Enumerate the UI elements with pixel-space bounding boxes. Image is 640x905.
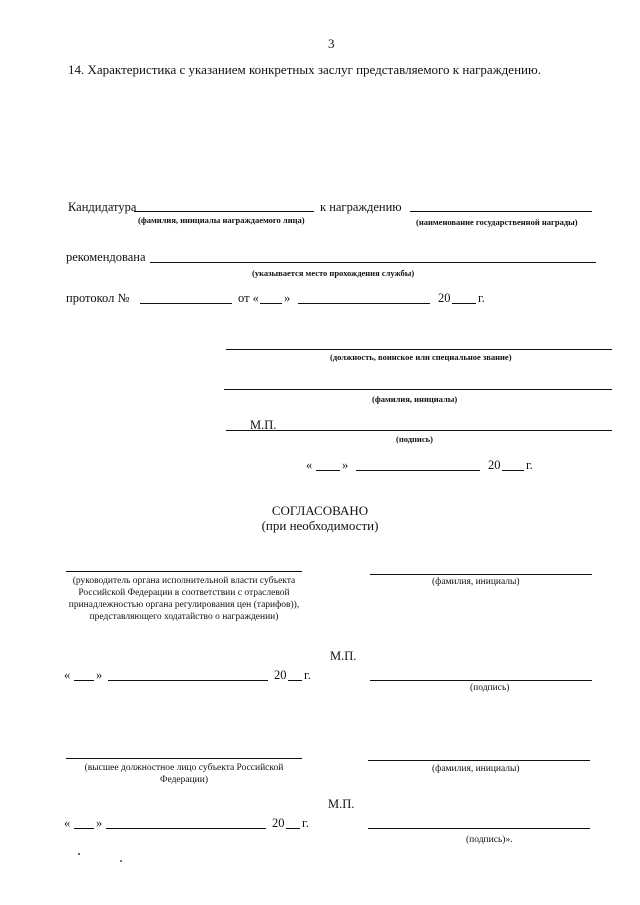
page-number: 3 [328, 36, 335, 51]
recommended-label: рекомендована [66, 250, 146, 264]
signatory-date-close: » [342, 458, 349, 472]
service-place-caption: (указывается место прохождения службы) [252, 268, 415, 278]
signatory-fio-caption: (фамилия, инициалы) [372, 394, 458, 404]
block1-head-line[interactable] [66, 571, 302, 572]
scan-speck [78, 853, 80, 855]
block1-signature-line[interactable] [370, 680, 592, 681]
signatory-signature-caption: (подпись) [396, 434, 433, 444]
block1-month-line[interactable] [108, 680, 268, 681]
block2-date-open: « [64, 816, 71, 830]
block1-year-line[interactable] [288, 680, 302, 681]
block2-head-line[interactable] [66, 758, 302, 759]
block1-signature-caption: (подпись) [470, 683, 510, 693]
signatory-year-line[interactable] [502, 470, 524, 471]
candidate-fio-line[interactable] [134, 211, 314, 212]
award-name-caption: (наименование государственной награды) [416, 217, 578, 227]
block2-fio-caption: (фамилия, инициалы) [432, 764, 520, 774]
block2-year-line[interactable] [286, 828, 300, 829]
signatory-date-open: « [306, 458, 313, 472]
agreed-subtitle: (при необходимости) [261, 518, 379, 533]
protocol-quote-close: » [284, 291, 291, 305]
block1-year-prefix: 20 [274, 668, 287, 682]
to-award-label: к награждению [320, 200, 402, 214]
block2-day-line[interactable] [74, 828, 94, 829]
block1-date-open: « [64, 668, 71, 682]
block2-head-caption: (высшее должностное лицо субъекта Российской Федерации) [84, 763, 284, 785]
service-place-line[interactable] [150, 262, 596, 263]
block1-head-caption: (руководитель органа исполнительной власти субъекта Российской Федерации в соответствии с отраслевой принадлежностью органа регулирования цен (тарифов)), представляющего ходатайство о награждении) [68, 576, 300, 622]
protocol-from-label: от « [238, 291, 259, 305]
signatory-year-suffix: г. [526, 458, 533, 472]
protocol-day-line[interactable] [260, 303, 282, 304]
position-line[interactable] [226, 349, 612, 350]
protocol-year-prefix: 20 [438, 291, 451, 305]
block2-month-line[interactable] [106, 828, 266, 829]
signatory-day-line[interactable] [316, 470, 340, 471]
signatory-signature-line[interactable] [226, 430, 612, 431]
candidate-fio-caption: (фамилия, инициалы награждаемого лица) [138, 215, 305, 225]
agreed-title: СОГЛАСОВАНО [271, 503, 369, 518]
block2-signature-line[interactable] [368, 828, 590, 829]
signatory-year-prefix: 20 [488, 458, 501, 472]
scan-speck [120, 860, 122, 862]
block2-year-prefix: 20 [272, 816, 285, 830]
block2-year-suffix: г. [302, 816, 309, 830]
protocol-year-line[interactable] [452, 303, 476, 304]
candidacy-label: Кандидатура [68, 200, 137, 214]
block1-fio-line[interactable] [370, 574, 592, 575]
block1-stamp-label: М.П. [330, 649, 357, 663]
signatory-month-line[interactable] [356, 470, 480, 471]
protocol-month-line[interactable] [298, 303, 430, 304]
position-caption: (должность, воинское или специальное звание) [330, 352, 512, 362]
stamp-label: М.П. [250, 418, 277, 432]
protocol-year-suffix: г. [478, 291, 485, 305]
block2-date-close: » [96, 816, 103, 830]
block2-stamp-label: М.П. [328, 797, 355, 811]
protocol-label: протокол № [66, 291, 130, 305]
section-heading: 14. Характеристика с указанием конкретных заслуг представляемого к награждению. [68, 62, 541, 77]
block2-fio-line[interactable] [368, 760, 590, 761]
signatory-fio-line[interactable] [224, 389, 612, 390]
block1-date-close: » [96, 668, 103, 682]
block1-fio-caption: (фамилия, инициалы) [432, 577, 520, 587]
block2-signature-caption: (подпись)». [466, 835, 513, 845]
protocol-number-line[interactable] [140, 303, 232, 304]
award-name-line[interactable] [410, 211, 592, 212]
block1-year-suffix: г. [304, 668, 311, 682]
block1-day-line[interactable] [74, 680, 94, 681]
